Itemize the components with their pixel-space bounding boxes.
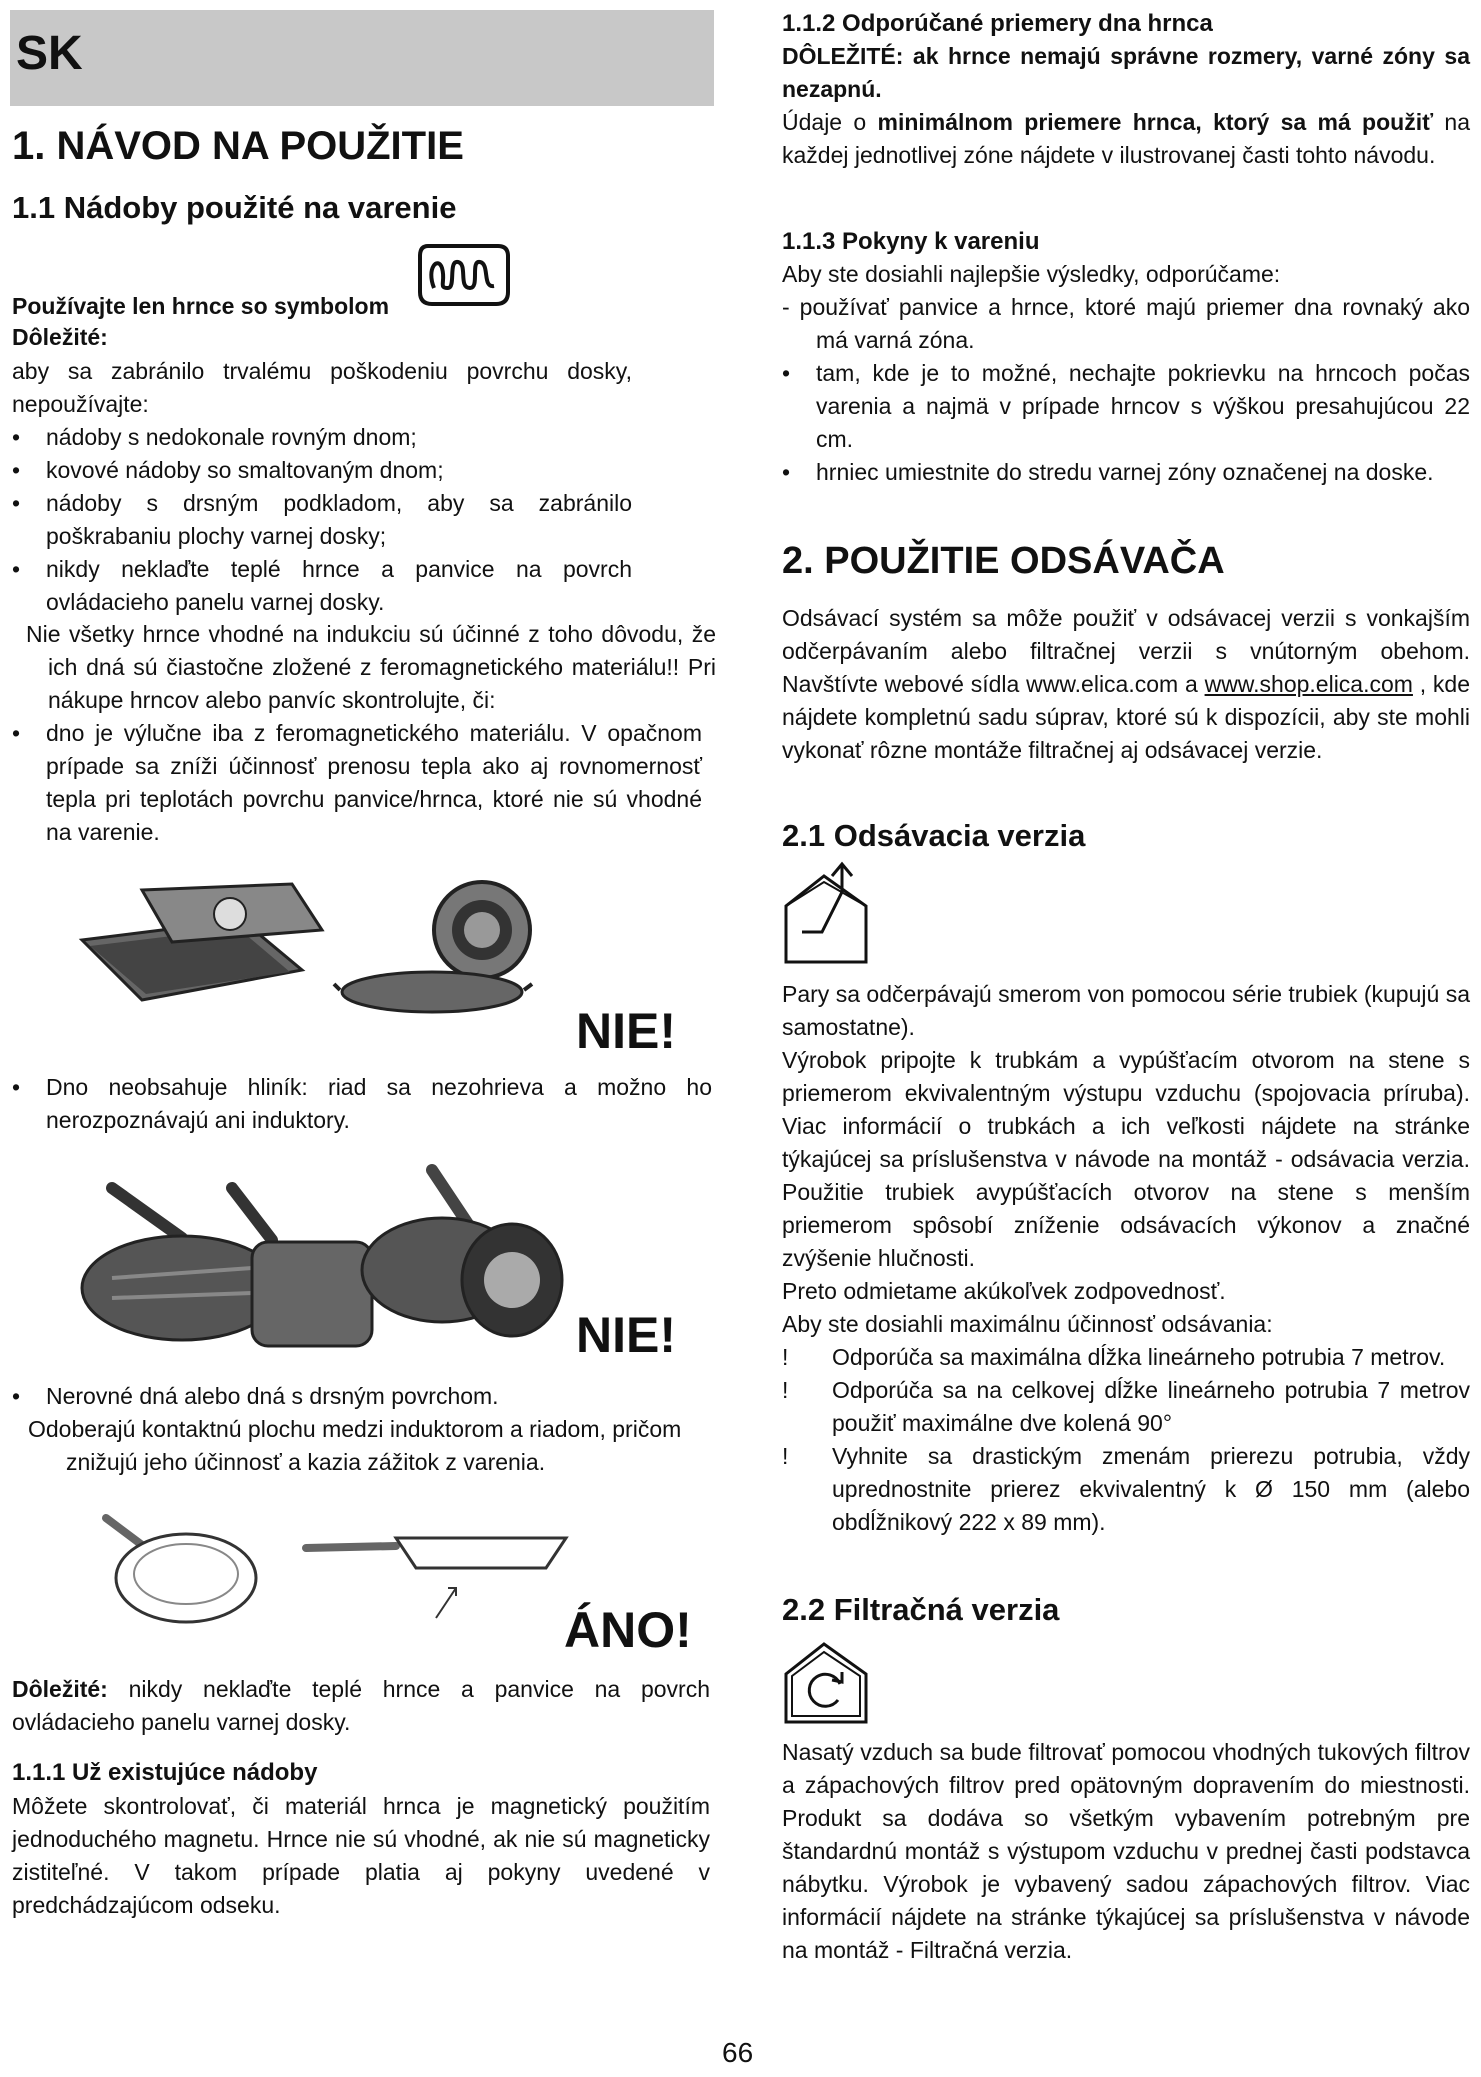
griddle-illustration — [62, 880, 322, 1030]
exclamation-mark: ! — [782, 1443, 789, 1469]
subsection-diameters: 1.1.2 Odporúčané priemery dna hrnca — [782, 10, 1213, 37]
recommendation-item — [782, 1341, 1470, 1374]
ducted-paragraph: Výrobok pripojte k trubkám a vypúšťacím otvorom na stene s priemerom ekvivalentným výstupu vzduchu (spojovacia príruba). Viac informácií o trubkách a ich veľkosti nájdete na stránke týkajúcej sa príslušenstva v návode na montáž - odsávacia verzia. Použitie trubiek avypúšťacích otvorov na stene s menším priemerom spôsobí zníženie odsávacích výkonov a značné zvýšenie hlučnosti. — [782, 1047, 1470, 1271]
bullet-aluminium: • Dno neobsahuje hliník: riad sa nezohrieva a možno ho nerozpoznávajú ani induktory. — [12, 1071, 712, 1137]
subsection-ducted: 2.1 Odsávacia verzia — [782, 818, 1086, 853]
language-tab — [10, 10, 714, 106]
tip-item: • tam, kde je to možné, nechajte pokrievku na hrncoch počas varenia a najmä v prípade hrncov s výškou presahujúcou 22 cm. — [782, 357, 1470, 456]
ducted-house-icon — [782, 862, 872, 966]
ducted-paragraph: Preto odmietame akúkoľvek zodpovednosť. — [782, 1278, 1226, 1304]
shop-link[interactable]: www.shop.elica.com — [1204, 671, 1413, 697]
hood-text-b: , kde nájdete kompletnú sadu súprav, ktoré sú k dispozícii, aby ste mohli vykonať rôzne montáže filtračnej aj odsávacej verzie. — [782, 671, 1470, 763]
ducted-paragraph: Aby ste dosiahli maximálnu účinnosť odsávania: — [782, 1311, 1273, 1337]
subsection-existing-cookware: 1.1.1 Už existujúce nádoby — [12, 1759, 318, 1786]
exclamation-mark: ! — [782, 1344, 789, 1370]
diameters-important: DÔLEŽITÉ: ak hrnce nemajú správne rozmery, varné zóny sa nezapnú. — [782, 43, 1470, 102]
uneven-note: Odoberajú kontaktnú plochu medzi induktorom a riadom, pričom znižujú jeho účinnosť a kazia zážitok z varenia. — [28, 1416, 682, 1475]
nie-label: NIE! — [576, 1307, 676, 1363]
not-all-text: Nie všetky hrnce vhodné na indukciu sú účinné z toho dôvodu, že ich dná sú čiastočne zložené z feromagnetického materiálu!! Pri nákupe hrncov alebo panvíc skontrolujte, či: — [26, 621, 716, 713]
diameters-text-post: na každej jednotlivej zóne nájdete v ilustrovanej časti tohto návodu. — [782, 109, 1471, 168]
diameters-text-pre: Údaje o — [782, 109, 867, 135]
bullet-item: • nádoby s drsným podkladom, aby sa zabránilo poškrabaniu plochy varnej dosky; — [12, 487, 632, 553]
bullet-uneven: • Nerovné dná alebo dná s drsným povrchom. — [12, 1380, 712, 1413]
recommendation-text: Odporúča sa maximálna dĺžka lineárneho potrubia 7 metrov. — [832, 1344, 1446, 1370]
existing-text: Môžete skontrolovať, či materiál hrnca je magnetický použitím jednoduchého magnetu. Hrnce nie sú vhodné, ak nie sú magneticky zistiteľné. V takom prípade platia aj pokyny uvedené v predchádzajúcom odseku. — [12, 1793, 710, 1918]
important-label: Dôležité: — [12, 324, 108, 350]
bullet-item: • nádoby s nedokonale rovným dnom; — [12, 421, 632, 454]
nie-label: NIE! — [576, 1003, 676, 1059]
diameters-text-bold: minimálnom priemere hrnca, ktorý sa má použiť — [877, 109, 1434, 135]
section-title-hood: 2. POUŽITIE ODSÁVAČA — [782, 540, 1225, 582]
tip-item: - používať panvice a hrnce, ktoré majú priemer dna rovnaký ako má varná zóna. — [782, 294, 1470, 353]
exclamation-mark: ! — [782, 1377, 789, 1403]
use-only-text: Používajte len hrnce so symbolom — [12, 293, 390, 319]
good-pan-illustration — [96, 1508, 596, 1628]
ano-label: ÁNO! — [564, 1602, 692, 1658]
recommendation-text: Odporúča sa na celkovej dĺžke lineárneho potrubia 7 metrov použiť maximálne dve kolená 90° — [832, 1377, 1470, 1436]
hood-text-a: Odsávací systém sa môže použiť v odsávacej verzii s vonkajším odčerpávaním alebo filtračnej verzii s vnútorným obehom. Navštívte webové sídla www.elica.com a — [782, 605, 1470, 697]
induction-coil-icon — [418, 238, 510, 310]
important2-label: Dôležité: — [12, 1676, 108, 1702]
ducted-paragraph: Pary sa odčerpávajú smerom von pomocou série trubiek (kupujú sa samostatne). — [782, 981, 1470, 1040]
intro-text: aby sa zabránilo trvalému poškodeniu povrchu dosky, nepoužívajte: — [12, 358, 632, 417]
bullet-item: • nikdy neklaďte teplé hrnce a panvice na povrch ovládacieho panelu varnej dosky. — [12, 553, 632, 619]
tip-item: • hrniec umiestnite do stredu varnej zóny označenej na doske. — [782, 456, 1470, 489]
recirculation-house-icon — [782, 1640, 872, 1726]
recommendation-text: Vyhnite sa drastickým zmenám prierezu potrubia, vždy uprednostnite prierez ekvivalentný k Ø 150 mm (alebo obdĺžnikový 222 x 89 mm). — [832, 1443, 1470, 1535]
subsection-filter: 2.2 Filtračná verzia — [782, 1592, 1060, 1627]
language-code: SK — [16, 27, 83, 80]
bullet-ferromagnetic: • dno je výlučne iba z feromagnetického materiálu. V opačnom prípade sa zníži účinnosť prenosu tepla ako aj rovnomernosť tepla pri teplotách povrchu panvice/hrnca, ktoré nie sú vhodné na varenie. — [12, 717, 702, 849]
page-number: 66 — [722, 2037, 754, 2068]
filter-text: Nasatý vzduch sa bude filtrovať pomocou vhodných tukových filtrov a zápachových filtrov pred opätovným dopravením do miestnosti. Produkt sa dodáva so všetkým vybavením potrebným pre štandardnú montáž s výstupom vzduchu v prednej časti podstavca nábytku. Výrobok je vybavený sadou zápachových filtrov. Viac informácií nájdete na stránke týkajúcej sa príslušenstva v návode na montáž - Filtračná verzia. — [782, 1739, 1470, 1963]
recommendation-item — [782, 1440, 1470, 1539]
section-title-instructions: 1. NÁVOD NA POUŽITIE — [12, 124, 464, 168]
recommendation-item — [782, 1374, 1470, 1440]
paella-pan-illustration — [332, 880, 572, 1020]
frying-pan-illustration — [342, 1160, 582, 1340]
tips-intro: Aby ste dosiahli najlepšie výsledky, odporúčame: — [782, 261, 1281, 287]
bullet-item: • kovové nádoby so smaltovaným dnom; — [12, 454, 632, 487]
subsection-cooking-tips: 1.1.3 Pokyny k vareniu — [782, 228, 1040, 255]
subsection-title-cookware: 1.1 Nádoby použité na varenie — [12, 190, 457, 225]
important2-text: nikdy neklaďte teplé hrnce a panvice na povrch ovládacieho panelu varnej dosky. — [12, 1676, 711, 1735]
